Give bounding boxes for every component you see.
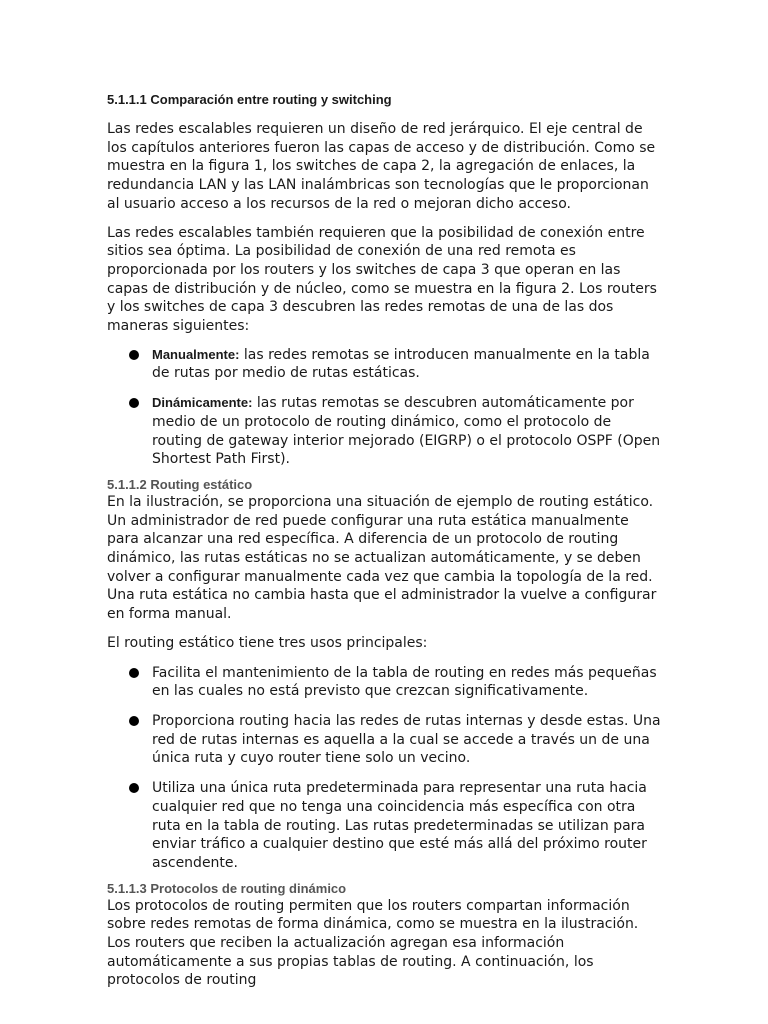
list-item-term: Dinámicamente: — [152, 395, 253, 411]
list-item-term: Manualmente: — [152, 346, 240, 362]
list-item — [107, 779, 663, 873]
list-item-text: Utiliza una única ruta predeterminada para representar una ruta hacia cualquier red que no tenga una coincidencia más específica con otra ruta en la tabla de routing. Las rutas predeterminadas se utilizan para enviar tráfico a cualquier destino que esté más allá del próximo router ascendente. — [152, 780, 647, 871]
list-item-text: las rutas remotas se descubren automáticamente por medio de un protocolo de routing dinámico, como el protocolo de routing de gateway interior mejorado (EIGRP) o el protocolo OSPF (Open Shortest Path First). — [152, 395, 661, 468]
paragraph: El routing estático tiene tres usos principales: — [107, 634, 428, 651]
document-page — [107, 91, 663, 990]
bullet-dot-icon — [129, 783, 139, 793]
list-item — [107, 712, 663, 768]
paragraph: Las redes escalables también requieren que la posibilidad de conexión entre sitios sea óptima. La posibilidad de conexión de una red remota es proporcionada por los routers y los switches de capa 3 que operan en las capas de distribución y de núcleo, como se muestra en la figura 2. Los routers y los switches de capa 3 descubren las redes remotas de una de las dos maneras siguientes: — [107, 224, 657, 335]
list-item-text: las redes remotas se introducen manualmente en la tabla de rutas por medio de rutas estáticas. — [152, 346, 650, 382]
paragraph: Las redes escalables requieren un diseño de red jerárquico. El eje central de los capítulos anteriores fueron las capas de acceso y de distribución. Como se muestra en la figura 1, los switches de capa 2, la agregación de enlaces, la redundancia LAN y las LAN inalámbricas son tecnologías que le proporcionan al usuario acceso a los recursos de la red o mejoran dicho acceso. — [107, 121, 656, 212]
bullet-list — [107, 346, 663, 469]
list-item — [107, 664, 663, 701]
section-heading-protocolos-dinamicos: 5.1.1.3 Protocolos de routing dinámico — [107, 880, 347, 896]
section-heading-routing-estatico: 5.1.1.2 Routing estático — [107, 476, 253, 492]
list-item-text: Proporciona routing hacia las redes de rutas internas y desde estas. Una red de rutas internas es aquella a la cual se accede a través un de una única ruta y cuyo router tiene solo un vecino. — [152, 712, 661, 767]
paragraph: Los protocolos de routing permiten que los routers compartan información sobre redes remotas de forma dinámica, como se muestra en la ilustración. Los routers que reciben la actualización agregan esa información automáticamente a sus propias tablas de routing. A continuación, los protocolos de routing — [107, 897, 639, 989]
bullet-dot-icon — [129, 398, 139, 408]
bullet-dot-icon — [129, 668, 139, 678]
paragraph: En la ilustración, se proporciona una situación de ejemplo de routing estático. Un administrador de red puede configurar una ruta estática manualmente para alcanzar una red específica. A diferencia de un protocolo de routing dinámico, las rutas estáticas no se actualizan automáticamente, y se deben volver a configurar manualmente cada vez que cambia la topología de la red. Una ruta estática no cambia hasta que el administrador la vuelve a configurar en forma manual. — [107, 493, 657, 623]
section-heading-comparacion: 5.1.1.1 Comparación entre routing y switching — [107, 92, 392, 107]
list-item — [107, 394, 663, 469]
bullet-list — [107, 664, 663, 873]
bullet-dot-icon — [129, 716, 139, 726]
list-item — [107, 346, 663, 383]
list-item-text: Facilita el mantenimiento de la tabla de routing en redes más pequeñas en las cuales no está previsto que crezcan significativamente. — [152, 664, 657, 700]
bullet-dot-icon — [129, 350, 139, 360]
